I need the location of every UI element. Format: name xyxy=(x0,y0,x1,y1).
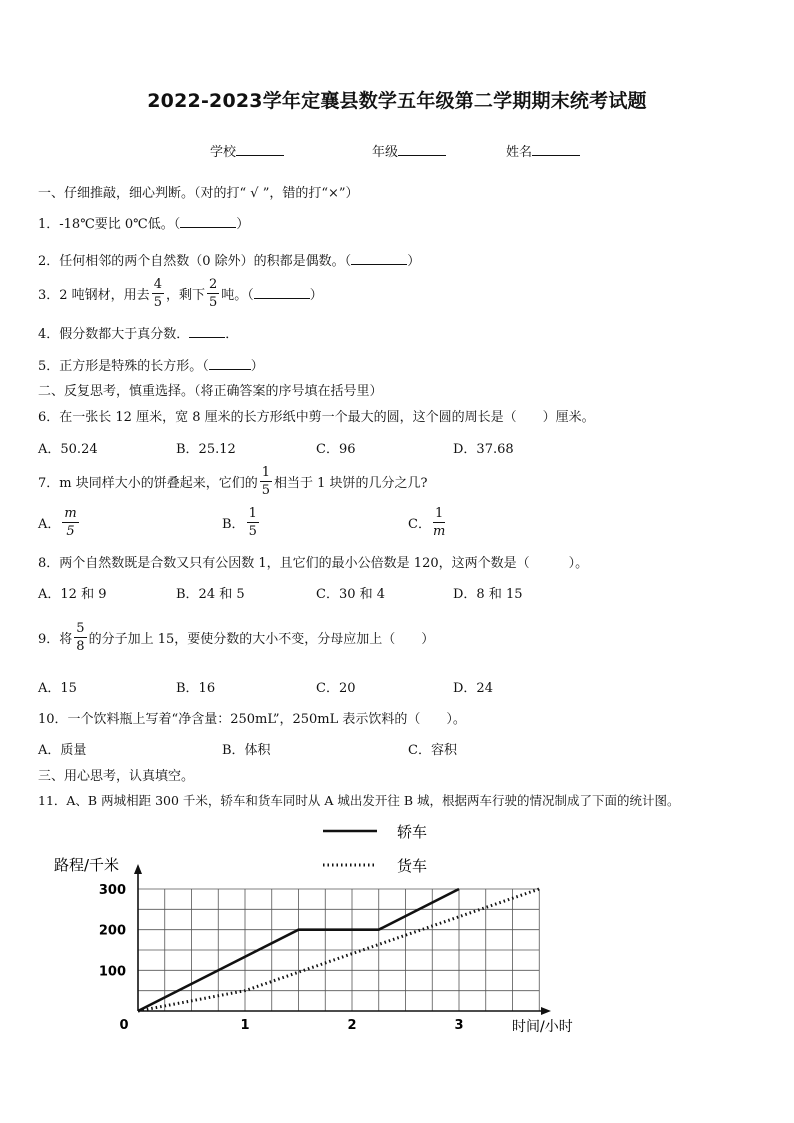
x-tick-label: 1 xyxy=(240,1018,250,1033)
question-9-post: 的分子加上 15，要使分数的大小不变，分母应加上（ ） xyxy=(88,631,435,647)
question-5 xyxy=(38,355,264,374)
fraction-numerator: 2 xyxy=(208,276,218,292)
question-5-end: ） xyxy=(250,359,264,374)
question-9-option-c[interactable]: C．20 xyxy=(316,681,356,696)
question-9 xyxy=(38,619,434,655)
question-5-answer-blank[interactable] xyxy=(209,358,251,370)
chart-axes xyxy=(134,864,551,1015)
question-6-text: 6．在一张长 12 厘米，宽 8 厘米的长方形纸中剪一个最大的圆，这个圆的周长是（ ）厘米。 xyxy=(38,410,595,425)
question-1-end: ） xyxy=(236,217,250,232)
legend-truck-label: 货车 xyxy=(397,857,428,875)
question-3-pre: 3．2 吨钢材，用去 xyxy=(38,287,150,303)
question-7 xyxy=(38,464,428,498)
question-7-option-c[interactable] xyxy=(408,504,447,540)
option-label: A． xyxy=(38,516,61,532)
question-3-post: 吨。（ xyxy=(221,287,254,303)
grade-blank[interactable] xyxy=(398,143,446,156)
question-10-option-a[interactable]: A．质量 xyxy=(38,743,87,758)
question-6-option-c[interactable]: C．96 xyxy=(316,442,356,457)
y-tick-label: 300 xyxy=(98,883,126,898)
x-tick-label: 2 xyxy=(347,1018,357,1033)
x-tick-label: 3 xyxy=(454,1018,464,1033)
question-2 xyxy=(38,250,420,269)
question-9-option-a[interactable]: A．15 xyxy=(38,681,77,696)
y-axis-arrow xyxy=(134,864,142,874)
question-7-post: 相当于 1 块饼的几分之几? xyxy=(274,475,428,491)
school-field xyxy=(210,141,284,160)
question-10-option-c[interactable]: C．容积 xyxy=(408,743,457,758)
question-5-text: 5．正方形是特殊的长方形。（ xyxy=(38,359,209,374)
fraction-denominator: 5 xyxy=(66,523,75,539)
question-7-pre: 7．m 块同样大小的饼叠起来，它们的 xyxy=(38,475,258,491)
fraction-denominator: 5 xyxy=(261,482,271,498)
chart-legend xyxy=(323,823,427,875)
fraction-denominator: 5 xyxy=(153,294,162,310)
question-2-answer-blank[interactable] xyxy=(351,253,407,265)
question-4-answer-blank[interactable] xyxy=(189,326,225,338)
grade-label: 年级 xyxy=(372,145,399,160)
question-2-end: ） xyxy=(407,254,421,269)
section-2-heading: 二、反复思考，慎重选择。（将正确答案的序号填在括号里） xyxy=(38,384,383,399)
question-7-option-a[interactable] xyxy=(38,504,81,540)
y-tick-label: 100 xyxy=(98,964,126,980)
question-6-option-d[interactable]: D．37.68 xyxy=(453,442,514,457)
x-tick-label: 0 xyxy=(119,1018,129,1033)
fraction-denominator: 8 xyxy=(76,638,85,654)
fraction-numerator: 1 xyxy=(248,505,257,521)
question-9-pre: 9．将 xyxy=(38,631,73,647)
question-9-option-d[interactable]: D．24 xyxy=(453,681,493,696)
option-label: C． xyxy=(408,516,431,532)
question-3-answer-blank[interactable] xyxy=(254,287,310,299)
travel-distance-chart xyxy=(0,810,794,1050)
legend-sedan-label: 轿车 xyxy=(397,823,428,841)
fraction-denominator: 5 xyxy=(208,294,218,310)
fraction-denominator: 5 xyxy=(248,523,257,539)
question-11-text: 11．A、B 两城相距 300 千米，轿车和货车同时从 A 城出发开往 B 城，根据两车行驶的情况制成了下面的统计图。 xyxy=(38,793,680,808)
fraction-numerator: 1 xyxy=(261,464,271,480)
question-8-option-a[interactable]: A．12 和 9 xyxy=(38,587,107,602)
question-3-end: ） xyxy=(309,287,323,303)
question-3 xyxy=(38,276,323,310)
grade-field xyxy=(372,141,446,160)
fraction-numerator: m xyxy=(64,505,77,521)
question-8-option-b[interactable]: B．24 和 5 xyxy=(176,587,245,602)
chart-labels xyxy=(54,856,573,1035)
question-8-option-c[interactable]: C．30 和 4 xyxy=(316,587,386,602)
fraction-numerator: 4 xyxy=(153,276,162,292)
question-1 xyxy=(38,213,249,232)
name-blank[interactable] xyxy=(532,143,580,156)
section-3-heading: 三、用心思考，认真填空。 xyxy=(38,769,195,784)
fraction-2-5 xyxy=(207,278,219,309)
fraction-m-5 xyxy=(62,507,78,538)
y-axis-label: 路程/千米 xyxy=(54,856,120,874)
chart-grid xyxy=(138,889,539,1011)
question-10-text: 10．一个饮料瓶上写着“净含量：250mL”，250mL 表示饮料的（ ）。 xyxy=(38,712,466,727)
y-tick-label: 200 xyxy=(98,923,126,939)
school-blank[interactable] xyxy=(236,143,284,156)
name-field xyxy=(506,141,580,160)
fraction-1-5 xyxy=(260,466,272,497)
question-4 xyxy=(38,323,238,342)
name-label: 姓名 xyxy=(506,145,533,160)
question-9-option-b[interactable]: B．16 xyxy=(176,681,216,696)
question-6-option-a[interactable]: A．50.24 xyxy=(38,442,98,457)
fraction-5-8 xyxy=(74,622,86,653)
option-label: B． xyxy=(222,516,245,532)
school-label: 学校 xyxy=(210,145,237,160)
fraction-denominator: m xyxy=(432,523,446,539)
page-title: 2022-2023学年定襄县数学五年级第二学期期末统考试题 xyxy=(147,90,647,112)
question-8-option-d[interactable]: D．8 和 15 xyxy=(453,587,523,602)
question-3-mid: ，剩下 xyxy=(165,287,205,303)
x-axis-arrow xyxy=(541,1007,551,1015)
question-7-option-b[interactable] xyxy=(222,504,261,540)
question-1-text: 1．-18℃要比 0℃低。（ xyxy=(38,217,181,232)
question-8-text: 8．两个自然数既是合数又只有公因数 1，且它们的最小公倍数是 120，这两个数是（ ）。 xyxy=(38,556,589,571)
fraction-1-5 xyxy=(247,507,259,538)
fraction-1-m xyxy=(433,507,445,538)
question-1-answer-blank[interactable] xyxy=(180,216,236,228)
fraction-numerator: 1 xyxy=(434,505,444,521)
question-4-text: 4．假分数都大于真分数． xyxy=(38,327,190,342)
fraction-4-5 xyxy=(152,278,164,309)
fraction-numerator: 5 xyxy=(76,620,85,636)
section-1-heading: 一、仔细推敲，细心判断。（对的打“ √ ”，错的打“×”） xyxy=(38,186,359,201)
question-2-text: 2．任何相邻的两个自然数（0 除外）的积都是偶数。（ xyxy=(38,254,352,269)
question-4-end: ． xyxy=(225,327,239,342)
x-axis-label: 时间/小时 xyxy=(512,1019,573,1035)
question-10-option-b[interactable]: B．体积 xyxy=(222,743,271,758)
question-6-option-b[interactable]: B．25.12 xyxy=(176,442,236,457)
